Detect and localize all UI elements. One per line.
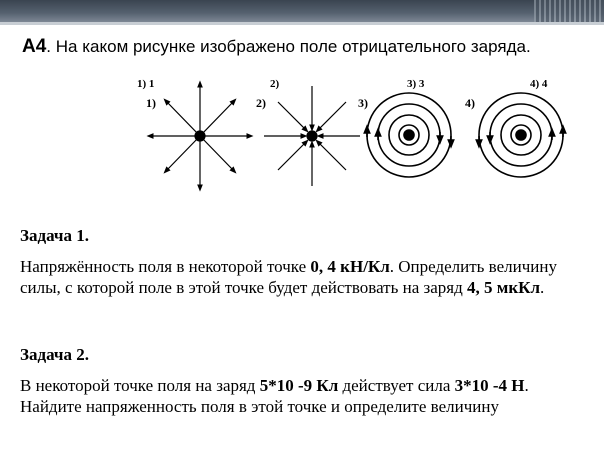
task-1-title: Задача 1.: [20, 226, 89, 245]
figure-1-label: 1): [146, 96, 156, 110]
figure-2-label: 2): [256, 96, 266, 110]
figure-3-small-label: 3) 3: [407, 78, 425, 90]
question-number-dot: .: [46, 37, 52, 56]
figure-2-small-label: 2): [270, 78, 280, 90]
task-2-force-value: 3*10 -4 Н: [454, 376, 525, 395]
task-2-title: Задача 2.: [20, 345, 89, 364]
figure-3-charge: [404, 130, 414, 140]
figure-3-concentric-circles: [367, 93, 451, 177]
figure-3-label: 3): [358, 96, 368, 110]
task-2: [20, 344, 595, 417]
question-text: На каком рисунке изображено поле отрицательного заряда.: [55, 37, 531, 56]
task-2-text-line-2: Найдите напряженность поля в этой точке и определите величину: [20, 397, 499, 416]
figure-4-charge: [516, 130, 526, 140]
figure-2-radial-inward: [264, 86, 360, 186]
figure-2-charge: [307, 131, 317, 141]
figure-1-small-label: 1) 1: [137, 78, 155, 90]
figure-4-label: 4): [465, 96, 475, 110]
task-2-text: В некоторой точке поля на заряд 5*10 -9 Кл действует сила 3*10 -4 Н.: [20, 376, 529, 395]
figure-1-radial-outward: [150, 84, 250, 188]
figure-4-concentric-circles: [479, 93, 563, 177]
task-1-text: Напряжённость поля в некоторой точке 0, 4 кН/Кл. Определить величину силы, с которой поле в этой точке будет действовать на заряд 4, 5 мкКл.: [20, 257, 557, 297]
task-2-charge-value: 5*10 -9 Кл: [259, 376, 339, 395]
task-1: [20, 225, 595, 298]
figure-4-small-label: 4) 4: [530, 78, 548, 90]
task-1-charge-value: 4, 5 мкКл: [467, 278, 540, 297]
question-number: A4: [22, 36, 47, 57]
figure-1-charge: [195, 131, 205, 141]
task-1-field-value: 0, 4 кН/Кл: [310, 257, 390, 276]
